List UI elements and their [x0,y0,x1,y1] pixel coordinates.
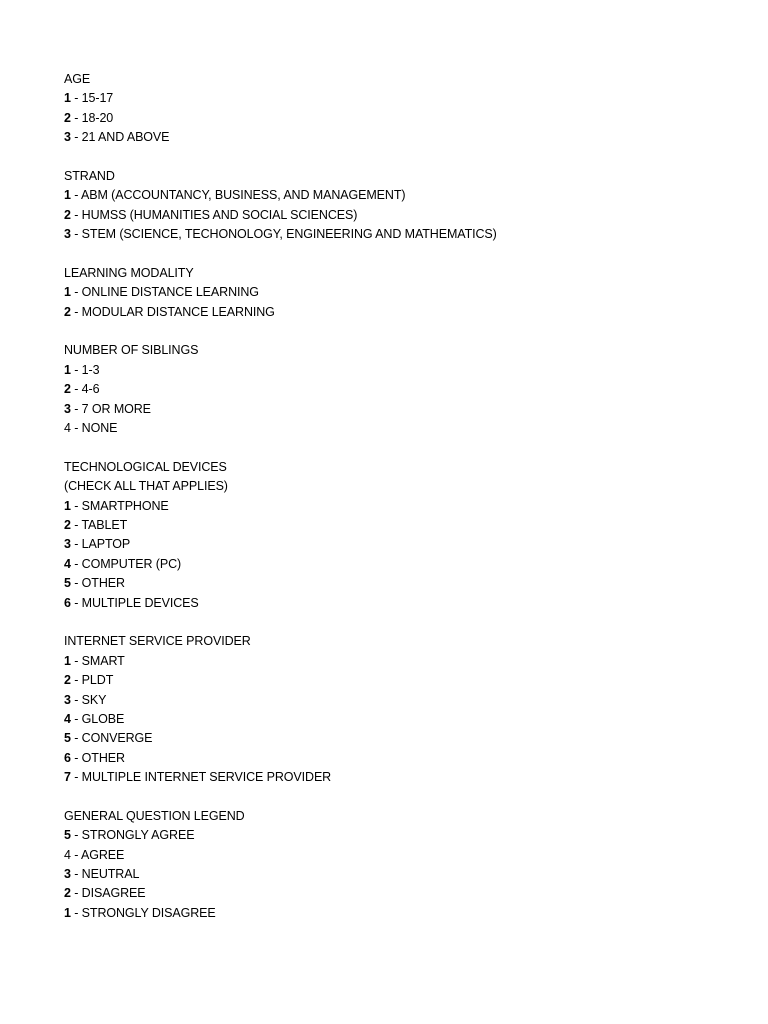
item-label: MODULAR DISTANCE LEARNING [81,304,275,319]
item-label: HUMSS (HUMANITIES AND SOCIAL SCIENCES) [81,207,358,222]
item-separator: - [70,362,82,377]
legend-item [64,109,744,128]
legend-item [64,497,744,516]
item-separator: - [70,847,81,862]
item-code: 5 [64,828,71,843]
item-separator: - [70,227,82,242]
item-code: 4 [64,556,71,571]
item-code: 2 [64,382,71,397]
item-code: 4 [64,421,71,436]
legend-section [64,264,744,322]
section-title: STRAND [64,168,115,183]
legend-item [64,749,744,768]
legend-item [64,303,744,322]
item-separator: - [70,886,82,901]
item-separator: - [70,731,82,746]
item-label: 21 AND ABOVE [81,130,170,145]
item-label: 7 OR MORE [81,401,151,416]
item-label: STEM (SCIENCE, TECHONOLOGY, ENGINEERING AND MATHEMATICS) [81,227,497,242]
legend-item [64,710,744,729]
item-code: 3 [64,227,71,242]
item-separator: - [70,711,82,726]
item-code: 3 [64,537,71,552]
item-separator: - [70,692,82,707]
item-separator: - [70,556,82,571]
item-label: CONVERGE [81,731,153,746]
legend-item [64,574,744,593]
section-title: AGE [64,72,91,86]
item-code: 4 [64,847,71,862]
item-code: 1 [64,188,71,203]
item-code: 1 [64,653,71,668]
legend-item [64,884,744,903]
item-code: 2 [64,110,71,125]
legend-section [64,807,744,923]
item-separator: - [70,91,82,106]
legend-item [64,419,744,438]
item-label: ABM (ACCOUNTANCY, BUSINESS, AND MANAGEMENT) [80,188,406,203]
item-label: NONE [81,421,118,436]
item-code: 3 [64,867,71,882]
item-separator: - [70,537,82,552]
item-code: 2 [64,886,71,901]
item-label: GLOBE [81,711,125,726]
item-code: 2 [64,673,71,688]
legend-item [64,904,744,923]
item-label: 18-20 [81,110,114,125]
item-separator: - [70,653,82,668]
legend-item [64,89,744,108]
legend-item [64,186,744,205]
item-label: PLDT [81,673,114,688]
item-code: 1 [64,91,71,106]
item-label: NEUTRAL [81,867,140,882]
item-code: 7 [64,770,71,785]
item-separator: - [70,867,82,882]
legend-item [64,691,744,710]
legend-item [64,128,744,147]
item-separator: - [70,498,82,513]
item-separator: - [70,770,82,785]
legend-item [64,826,744,845]
item-separator: - [70,595,82,610]
item-code: 5 [64,576,71,591]
legend-item [64,555,744,574]
item-label: DISAGREE [81,886,146,901]
legend-section [64,632,744,787]
legend-section [64,341,744,438]
item-label: ONLINE DISTANCE LEARNING [81,285,259,300]
item-code: 2 [64,207,71,222]
item-label: TABLET [81,517,128,532]
item-code: 3 [64,130,71,145]
item-separator: - [70,285,82,300]
item-label: OTHER [81,750,125,765]
section-title: GENERAL QUESTION LEGEND [64,808,245,823]
item-separator: - [70,304,82,319]
document-page [64,70,744,943]
legend-section [64,70,744,148]
legend-section [64,458,744,613]
item-label: STRONGLY AGREE [81,828,195,843]
legend-item [64,535,744,554]
section-title: NUMBER OF SIBLINGS [64,343,199,358]
item-code: 2 [64,517,71,532]
item-code: 1 [64,362,71,377]
item-code: 3 [64,401,71,416]
item-code: 1 [64,905,71,920]
item-code: 1 [64,285,71,300]
item-separator: - [70,207,82,222]
item-code: 6 [64,595,71,610]
item-code: 1 [64,498,71,513]
item-label: 4-6 [81,382,100,397]
section-title: LEARNING MODALITY [64,265,194,280]
legend-item [64,206,744,225]
item-label: SKY [81,692,107,707]
item-separator: - [70,673,82,688]
item-label: MULTIPLE INTERNET SERVICE PROVIDER [81,770,332,785]
legend-item [64,400,744,419]
item-separator: - [70,750,82,765]
section-title: TECHNOLOGICAL DEVICES [64,459,227,474]
item-separator: - [70,188,81,203]
legend-item [64,380,744,399]
item-label: STRONGLY DISAGREE [81,905,216,920]
item-separator: - [70,421,82,436]
item-code: 3 [64,692,71,707]
legend-item [64,865,744,884]
item-separator: - [70,905,82,920]
item-code: 2 [64,304,71,319]
legend-item [64,361,744,380]
legend-item [64,516,744,535]
item-label: LAPTOP [81,537,131,552]
item-label: 1-3 [81,362,100,377]
item-label: 15-17 [81,91,114,106]
legend-item [64,225,744,244]
item-label: AGREE [80,847,125,862]
item-separator: - [70,401,82,416]
legend-item [64,729,744,748]
item-code: 6 [64,750,71,765]
item-code: 4 [64,711,71,726]
item-label: COMPUTER (PC) [81,556,182,571]
item-separator: - [70,130,82,145]
legend-item [64,671,744,690]
legend-item [64,846,744,865]
section-title: INTERNET SERVICE PROVIDER [64,634,251,649]
item-separator: - [70,110,82,125]
item-label: SMARTPHONE [81,498,169,513]
legend-item [64,768,744,787]
section-subtitle: (CHECK ALL THAT APPLIES) [64,479,228,494]
item-separator: - [70,517,82,532]
item-separator: - [70,576,82,591]
item-label: SMART [81,653,125,668]
item-separator: - [70,382,82,397]
item-code: 5 [64,731,71,746]
item-separator: - [70,828,82,843]
legend-item [64,594,744,613]
legend-section [64,167,744,245]
legend-item [64,652,744,671]
legend-item [64,283,744,302]
item-label: OTHER [81,576,125,591]
item-label: MULTIPLE DEVICES [81,595,199,610]
